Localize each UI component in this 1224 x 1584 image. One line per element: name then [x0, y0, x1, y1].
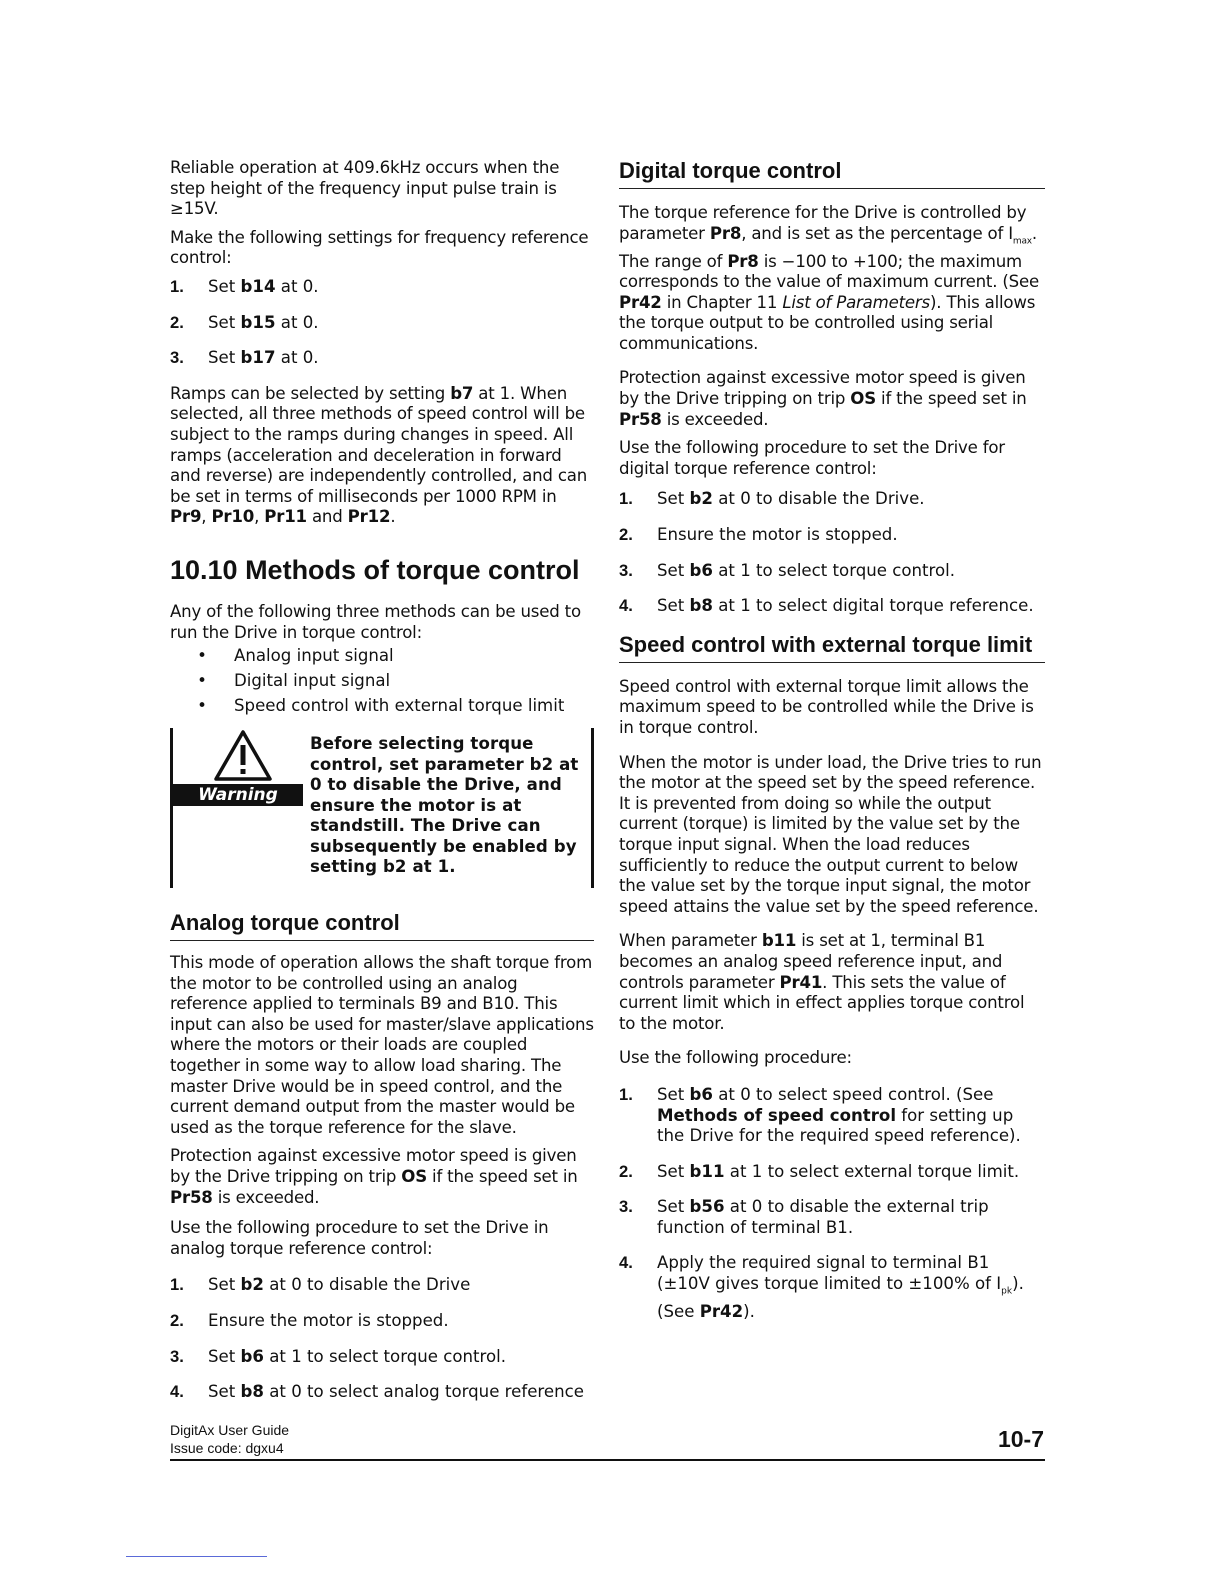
- bottom-link-underline: [126, 1556, 267, 1557]
- issue-code: Issue code: dgxu4: [170, 1440, 284, 1456]
- analog-steps: [170, 1275, 594, 1402]
- warning-box: [170, 728, 594, 888]
- list-item: • Speed control with external torque limit: [197, 696, 565, 716]
- digital-torque-heading: Digital torque control: [619, 158, 1045, 189]
- list-item: 2. Set b11 at 1 to select external torque limit.: [619, 1161, 1020, 1181]
- analog-torque-heading: Analog torque control: [170, 910, 594, 941]
- analog-protection: Protection against excessive motor speed is given by the Drive tripping on trip OS if the speed set in Pr58 is exceeded.: [170, 1146, 578, 1207]
- list-item: • Digital input signal: [197, 671, 391, 691]
- list-item: 1. Set b14 at 0.: [170, 276, 319, 296]
- external-b11-paragraph: When parameter b11 is set at 1, terminal B1 becomes an analog speed reference input, and controls parameter Pr41. This sets the value of current limit which in effect applies torque control to the motor.: [619, 931, 1025, 1033]
- intro-paragraph-1: Reliable operation at 409.6kHz occurs when the step height of the frequency input pulse train is ≥15V.: [170, 158, 560, 219]
- list-item: 1. Set b2 at 0 to disable the Drive.: [619, 489, 925, 509]
- external-procedure: Use the following procedure:: [619, 1048, 852, 1068]
- frequency-steps: [170, 277, 594, 369]
- digital-steps: [619, 489, 1045, 616]
- analog-procedure: Use the following procedure to set the Drive in analog torque reference control:: [170, 1218, 549, 1258]
- section-title: 10.10 Methods of torque control: [170, 554, 580, 585]
- list-item: 4. Apply the required signal to terminal B1 (±10V gives torque limited to ±100% of $I_{pk}$). (See Pr42).: [619, 1253, 1024, 1321]
- list-item: 1. Set b6 at 0 to select speed control. (See Methods of speed control for setting up the Drive for the required speed reference).: [619, 1084, 1021, 1146]
- external-steps: [619, 1085, 1045, 1323]
- warning-triangle-icon: [213, 728, 273, 782]
- footer-info: [170, 1421, 289, 1457]
- list-item: 3. Set b6 at 1 to select torque control.: [170, 1346, 507, 1366]
- list-item: 2. Ensure the motor is stopped.: [619, 525, 898, 545]
- external-load-paragraph: When the motor is under load, the Drive tries to run the motor at the speed set by the speed reference. It is prevented from doing so while the output current (torque) is limited by the value set by the torque input signal. When the load reduces sufficiently to reduce the output current to below the value set by the torque input signal, the motor speed attains the value set by the speed reference.: [619, 752, 1042, 916]
- intro-paragraph-2: Make the following settings for frequency reference control:: [170, 227, 589, 268]
- guide-title: DigitAx User Guide: [170, 1422, 290, 1438]
- methods-list: [170, 643, 594, 718]
- list-item: 3. Set b6 at 1 to select torque control.: [619, 560, 956, 580]
- ramps-paragraph: Ramps can be selected by setting b7 at 1. When selected, all three methods of speed control will be subject to the ramps during changes in speed. All ramps (acceleration and deceleration in forward and reverse) are independently controlled, and can be set in terms of milliseconds per 1000 RPM in Pr9, Pr10, Pr11 and Pr12.: [170, 383, 588, 527]
- list-item: 4. Set b8 at 1 to select digital torque reference.: [619, 596, 1034, 616]
- external-torque-heading: Speed control with external torque limit: [619, 632, 1045, 663]
- left-column: [170, 158, 594, 1418]
- warning-text: Before selecting torque control, set parameter b2 at 0 to disable the Drive, and ensure the motor is at standstill. The Drive can subsequently be enabled by setting b2 at 1.: [310, 734, 579, 877]
- digital-description: The torque reference for the Drive is controlled by parameter Pr8, and is set as the percentage of $I_{max}$. The range of Pr8 is −100 to +100; the maximum corresponds to the value of maximum current. (See Pr42 in Chapter 11 List of Parameters). This allows the torque output to be controlled using serial communications.: [619, 203, 1040, 353]
- digital-protection: Protection against excessive motor speed is given by the Drive tripping on trip OS if the speed set in Pr58 is exceeded.: [619, 368, 1027, 429]
- list-item: 1. Set b2 at 0 to disable the Drive: [170, 1275, 471, 1295]
- list-item: 4. Set b8 at 0 to select analog torque reference: [170, 1382, 584, 1402]
- footer-divider: [170, 1459, 1045, 1461]
- external-description: Speed control with external torque limit allows the maximum speed to be controlled while the Drive is in torque control.: [619, 676, 1034, 737]
- list-item: • Analog input signal: [197, 646, 394, 666]
- methods-intro: Any of the following three methods can be used to run the Drive in torque control:: [170, 601, 581, 642]
- list-item: 2. Set b15 at 0.: [170, 312, 319, 332]
- digital-procedure: Use the following procedure to set the Drive for digital torque reference control:: [619, 438, 1005, 478]
- analog-description: This mode of operation allows the shaft torque from the motor to be controlled using an analog reference applied to terminals B9 and B10. This input can also be used for master/slave applications where the motors or their loads are coupled together in some way to allow load sharing. The master Drive would be in speed control, and the current demand output from the master would be used as the torque reference for the slave.: [170, 953, 594, 1137]
- right-column: [619, 158, 1045, 1338]
- warning-label: Warning: [173, 784, 303, 806]
- list-item: 3. Set b56 at 0 to disable the external trip function of terminal B1.: [619, 1197, 989, 1237]
- list-item: 3. Set b17 at 0.: [170, 348, 319, 368]
- list-item: 2. Ensure the motor is stopped.: [170, 1311, 449, 1330]
- page-number: 10-7: [997, 1426, 1044, 1452]
